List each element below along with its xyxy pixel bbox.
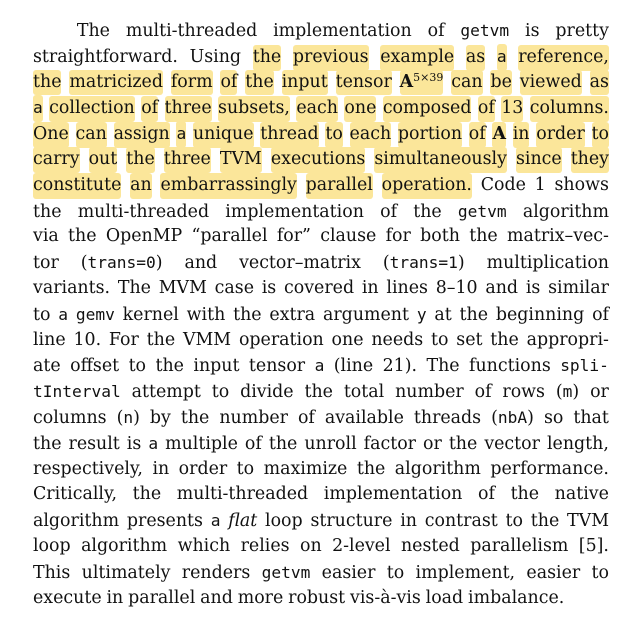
word: the <box>356 458 386 479</box>
word: previous <box>293 45 369 71</box>
word: threads <box>413 407 482 428</box>
word: One <box>33 122 69 148</box>
word: constitute <box>33 173 121 199</box>
word: can <box>76 122 107 148</box>
text-line <box>33 457 609 483</box>
word: shows <box>554 174 609 195</box>
text-line <box>33 95 609 121</box>
word: divide <box>240 382 294 403</box>
word: implementation <box>273 21 412 41</box>
word: collection <box>49 96 135 122</box>
word: rows <box>502 382 545 403</box>
word: input <box>193 356 240 377</box>
text-line <box>33 328 609 354</box>
word: (n) <box>116 407 140 428</box>
word: for” <box>276 226 311 247</box>
word: portion <box>398 122 462 148</box>
word: as <box>590 70 609 96</box>
word: to <box>211 382 230 403</box>
word: renders <box>181 562 251 583</box>
word: TVM <box>567 511 609 532</box>
word: flat <box>228 511 258 532</box>
word: tensor <box>336 70 392 96</box>
word: multi-threaded <box>125 21 258 41</box>
text-line <box>33 353 609 379</box>
word: in <box>361 277 379 298</box>
text-line <box>33 482 609 508</box>
word: simultaneously <box>374 147 507 173</box>
word: composed <box>383 96 472 122</box>
word: tInterval <box>33 382 121 402</box>
word: since <box>516 147 562 173</box>
word: three <box>164 147 211 173</box>
word: parallelism <box>470 535 569 556</box>
word: factor <box>363 433 416 454</box>
word: is <box>525 277 541 298</box>
word: that <box>573 407 609 428</box>
word: algorithm <box>33 511 120 532</box>
word: 8–10 <box>435 277 478 298</box>
word: the <box>132 484 162 505</box>
word: of <box>427 21 445 41</box>
word: parallel <box>128 587 196 608</box>
word: loop <box>33 535 71 556</box>
word: vector–matrix <box>239 253 361 274</box>
word: functions <box>469 356 551 377</box>
word: the <box>126 147 154 173</box>
word: which <box>177 535 231 556</box>
word: to <box>128 356 147 377</box>
word: in <box>152 458 170 479</box>
word: the <box>469 226 498 247</box>
word: and <box>485 277 519 298</box>
word: columns <box>33 407 107 428</box>
word: be <box>490 70 511 96</box>
word: MVM <box>158 277 207 298</box>
word: the <box>304 382 333 403</box>
word: A <box>492 122 506 148</box>
word: of <box>592 304 609 325</box>
word: 2-level <box>332 535 391 556</box>
word: three <box>165 96 212 122</box>
word: implementation <box>225 201 364 222</box>
word: The <box>117 277 151 298</box>
word: the <box>155 356 184 377</box>
word: unique <box>193 122 254 148</box>
text-line <box>33 276 609 302</box>
word: robust <box>288 587 346 608</box>
word: a <box>33 95 43 122</box>
word: The <box>426 356 460 377</box>
word: beginning <box>495 304 585 325</box>
text-line <box>33 379 609 405</box>
word: to <box>591 562 609 583</box>
word: one <box>344 96 376 122</box>
word: subsets, <box>218 96 290 122</box>
word: is <box>126 433 142 454</box>
word: by <box>149 407 171 428</box>
word: of <box>478 484 495 505</box>
word: loop <box>265 511 303 532</box>
word: out <box>89 147 118 173</box>
word: or <box>423 433 442 454</box>
word: to <box>236 458 255 479</box>
word: (m) <box>555 382 580 403</box>
word: they <box>571 147 609 173</box>
word: a <box>176 121 186 148</box>
word: in <box>106 587 124 608</box>
word: easier <box>321 562 376 583</box>
word: gemv <box>75 304 115 324</box>
word: extra <box>269 304 316 325</box>
word: a <box>497 44 507 71</box>
text-line <box>33 70 609 96</box>
word: available <box>324 407 404 428</box>
word: of <box>244 433 262 454</box>
text-line <box>33 250 609 276</box>
word: pretty <box>555 21 609 41</box>
word: to <box>430 329 449 350</box>
word: is <box>261 277 277 298</box>
word: multiplication <box>486 253 609 274</box>
word: This <box>33 562 71 583</box>
word: argument <box>323 304 409 325</box>
word: one <box>331 329 364 350</box>
word: or <box>590 382 609 403</box>
word: and <box>184 253 218 274</box>
word: thread <box>260 122 318 148</box>
word: nested <box>400 535 460 556</box>
word: performance. <box>490 458 609 479</box>
word: of <box>380 201 398 222</box>
text-line <box>33 44 609 70</box>
word: case <box>214 277 254 298</box>
text-line <box>33 121 609 147</box>
word: line <box>33 329 66 350</box>
word: straightforward. <box>33 46 178 67</box>
word: the <box>268 433 298 454</box>
word: $A^{5\times 39}$ <box>400 70 444 96</box>
word: order <box>178 458 228 479</box>
word: the <box>68 226 97 247</box>
word: implement, <box>415 562 516 583</box>
word: presents <box>126 511 203 532</box>
word: spli- <box>560 356 609 376</box>
word: the <box>33 201 62 222</box>
word: unroll <box>304 433 357 454</box>
word: implementation <box>323 484 463 505</box>
word: The <box>76 21 110 41</box>
word: the <box>233 304 262 325</box>
text-line <box>33 534 609 560</box>
word: reference, <box>518 45 609 71</box>
text-line <box>33 586 609 612</box>
word: the <box>459 304 489 325</box>
word: easier <box>526 562 581 583</box>
word: on <box>299 535 322 556</box>
word: the <box>245 70 273 96</box>
word: OpenMP <box>105 226 183 247</box>
word: in <box>400 511 417 532</box>
word: the <box>146 329 176 350</box>
word: length, <box>546 433 609 454</box>
word: lines <box>386 277 428 298</box>
word: maximize <box>263 458 348 479</box>
word: carry <box>33 147 80 173</box>
word: contrast <box>424 511 498 532</box>
word: number <box>219 407 288 428</box>
word: the <box>180 407 210 428</box>
word: viewed <box>520 70 582 96</box>
word: to <box>505 511 523 532</box>
word: TVM <box>220 147 262 173</box>
word: [5]. <box>578 535 609 556</box>
word: at <box>434 304 452 325</box>
word: more <box>237 587 284 608</box>
word: of <box>469 122 486 148</box>
word: in <box>513 122 530 148</box>
word: attempt <box>131 382 201 403</box>
word: algorithm <box>81 535 168 556</box>
word: to <box>325 122 342 148</box>
word: form <box>171 70 213 96</box>
word: getvm <box>457 201 507 221</box>
word: via <box>33 226 59 247</box>
word: clause <box>320 226 377 247</box>
word: set <box>456 329 483 350</box>
word: variants. <box>33 277 111 298</box>
word: multi-threaded <box>176 484 309 505</box>
word: example <box>380 45 454 71</box>
word: a <box>58 304 69 324</box>
word: native <box>554 484 609 505</box>
word: to <box>33 304 51 325</box>
word: tor <box>33 253 59 274</box>
word: each <box>350 122 392 148</box>
word: a <box>210 511 221 531</box>
word: assign <box>114 122 170 148</box>
word: (nbA) <box>491 407 534 428</box>
word: the <box>33 70 61 96</box>
word: Critically, <box>33 484 118 505</box>
word: getvm <box>460 21 510 40</box>
text-line <box>33 147 609 173</box>
word: result <box>68 433 120 454</box>
word: 13 <box>501 96 523 122</box>
word: of <box>220 70 237 96</box>
word: the <box>530 511 560 532</box>
word: the <box>413 201 442 222</box>
word: can <box>451 70 482 96</box>
word: covered <box>284 277 355 298</box>
word: y <box>416 304 427 324</box>
word: parallel <box>306 173 373 199</box>
text-line <box>33 224 609 250</box>
word: similar <box>548 277 609 298</box>
word: imbalance. <box>468 587 565 608</box>
word: relies <box>240 535 290 556</box>
word: (line <box>333 356 374 377</box>
word: order <box>536 122 585 148</box>
word: algorithm <box>522 201 609 222</box>
word: Code <box>480 174 526 195</box>
word: structure <box>310 511 393 532</box>
word: to <box>592 122 609 148</box>
word: 1 <box>534 174 546 195</box>
word: execute <box>33 587 102 608</box>
text-line <box>33 508 609 534</box>
word: operation. <box>382 173 472 199</box>
word: of <box>141 96 158 122</box>
word: matrix–vec- <box>506 226 609 247</box>
word: needs <box>371 329 424 350</box>
word: respectively, <box>33 458 143 479</box>
word: number <box>395 382 464 403</box>
word: vis-à-vis <box>350 587 421 608</box>
word: of <box>297 407 315 428</box>
word: so <box>543 407 564 428</box>
word: embarrassingly <box>160 173 296 199</box>
word: 21). <box>382 356 418 377</box>
word: matricized <box>69 70 163 96</box>
word: total <box>343 382 385 403</box>
text-line <box>33 431 609 457</box>
word: For <box>108 329 139 350</box>
word: appropri- <box>526 329 609 350</box>
word: to <box>386 562 405 583</box>
text-line <box>33 18 609 44</box>
word: of <box>474 382 492 403</box>
text-line <box>33 173 609 199</box>
word: tensor <box>248 356 306 377</box>
word: and <box>200 587 233 608</box>
word: algorithm <box>394 458 481 479</box>
word: multi-threaded <box>77 201 210 222</box>
word: operation <box>238 329 324 350</box>
word: vector <box>484 433 540 454</box>
word: Using <box>189 46 242 67</box>
word: multiple <box>165 433 238 454</box>
text-line <box>33 199 609 225</box>
text-line <box>33 405 609 431</box>
word: the <box>448 433 478 454</box>
word: the <box>33 433 62 454</box>
word: “parallel <box>191 226 268 247</box>
word: the <box>490 329 519 350</box>
word: as <box>466 45 485 71</box>
word: the <box>253 45 281 71</box>
word: an <box>130 173 152 199</box>
word: is <box>525 21 540 41</box>
word: both <box>420 226 460 247</box>
word: executions <box>271 147 365 173</box>
word: with <box>186 304 226 325</box>
word: each <box>296 96 338 122</box>
word: 10. <box>73 329 102 350</box>
body-paragraph <box>33 18 609 611</box>
word: of <box>478 96 495 122</box>
word: VMM <box>182 329 232 350</box>
word: ultimately <box>81 562 171 583</box>
word: a <box>314 356 325 376</box>
word: ate <box>33 356 61 377</box>
word: columns. <box>530 96 609 122</box>
word: (trans=0) <box>80 253 163 274</box>
word: offset <box>70 356 120 377</box>
word: for <box>385 226 411 247</box>
word: (trans=1) <box>382 253 465 274</box>
word: getvm <box>261 562 311 582</box>
text-line <box>33 560 609 586</box>
text-line <box>33 302 609 328</box>
word: a <box>148 433 159 453</box>
word: load <box>425 587 464 608</box>
word: input <box>282 70 328 96</box>
word: the <box>510 484 540 505</box>
word: kernel <box>122 304 179 325</box>
